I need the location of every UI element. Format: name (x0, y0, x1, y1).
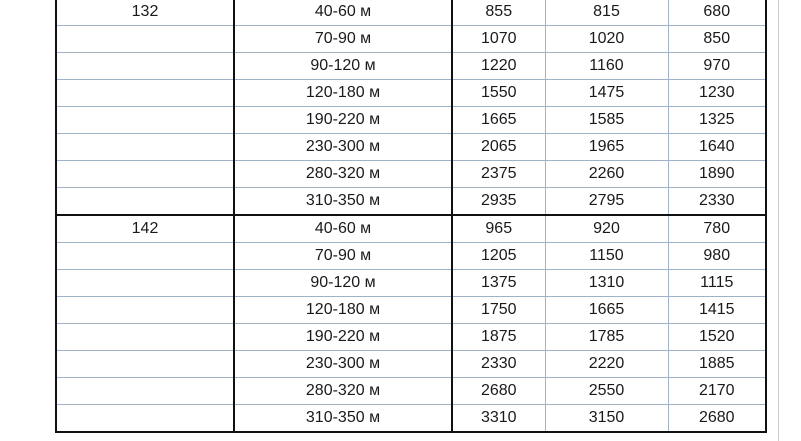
length-range-cell: 90-120 м (234, 53, 452, 80)
length-range-cell: 230-300 м (234, 134, 452, 161)
length-range-cell: 190-220 м (234, 324, 452, 351)
price-cell-2: 1585 (545, 107, 668, 134)
table-row (56, 80, 766, 107)
length-range-cell: 280-320 м (234, 378, 452, 405)
model-cell (56, 351, 234, 378)
price-cell-3: 1115 (668, 270, 766, 297)
price-cell-3: 780 (668, 215, 766, 243)
price-cell-1: 3310 (452, 405, 545, 433)
model-cell (56, 107, 234, 134)
price-cell-3: 850 (668, 26, 766, 53)
price-cell-1: 1665 (452, 107, 545, 134)
model-cell (56, 378, 234, 405)
model-cell (56, 243, 234, 270)
model-cell (56, 324, 234, 351)
table-row (56, 53, 766, 80)
price-cell-3: 1640 (668, 134, 766, 161)
table-row (56, 107, 766, 134)
model-cell (56, 80, 234, 107)
model-cell (56, 26, 234, 53)
price-cell-3: 1520 (668, 324, 766, 351)
model-cell (56, 134, 234, 161)
price-cell-2: 1020 (545, 26, 668, 53)
price-cell-1: 1070 (452, 26, 545, 53)
length-range-cell: 120-180 м (234, 80, 452, 107)
price-cell-1: 965 (452, 215, 545, 243)
price-cell-1: 855 (452, 0, 545, 26)
length-range-cell: 70-90 м (234, 26, 452, 53)
price-cell-2: 3150 (545, 405, 668, 433)
length-range-cell: 310-350 м (234, 405, 452, 433)
price-cell-1: 2680 (452, 378, 545, 405)
price-cell-1: 1550 (452, 80, 545, 107)
price-table-body (56, 0, 766, 432)
table-row (56, 405, 766, 433)
price-cell-2: 1150 (545, 243, 668, 270)
table-row (56, 297, 766, 324)
table-row (56, 215, 766, 243)
price-cell-1: 2935 (452, 188, 545, 216)
price-cell-2: 1475 (545, 80, 668, 107)
price-cell-3: 1415 (668, 297, 766, 324)
price-cell-1: 2330 (452, 351, 545, 378)
price-cell-3: 980 (668, 243, 766, 270)
table-row (56, 378, 766, 405)
price-cell-2: 2220 (545, 351, 668, 378)
length-range-cell: 280-320 м (234, 161, 452, 188)
price-cell-3: 1325 (668, 107, 766, 134)
model-cell (56, 53, 234, 80)
price-cell-3: 1230 (668, 80, 766, 107)
length-range-cell: 230-300 м (234, 351, 452, 378)
table-row (56, 188, 766, 216)
length-range-cell: 40-60 м (234, 0, 452, 26)
price-cell-1: 1750 (452, 297, 545, 324)
model-cell: 132 (56, 0, 234, 26)
table-row (56, 161, 766, 188)
price-cell-3: 2170 (668, 378, 766, 405)
length-range-cell: 190-220 м (234, 107, 452, 134)
price-cell-3: 1885 (668, 351, 766, 378)
price-cell-2: 1160 (545, 53, 668, 80)
table-row (56, 134, 766, 161)
length-range-cell: 310-350 м (234, 188, 452, 216)
price-cell-1: 1205 (452, 243, 545, 270)
price-cell-2: 1310 (545, 270, 668, 297)
model-cell (56, 270, 234, 297)
table-row (56, 0, 766, 26)
price-cell-3: 1890 (668, 161, 766, 188)
model-cell (56, 405, 234, 433)
price-cell-1: 1875 (452, 324, 545, 351)
price-cell-1: 1375 (452, 270, 545, 297)
model-cell (56, 297, 234, 324)
table-row (56, 243, 766, 270)
price-cell-2: 2550 (545, 378, 668, 405)
price-cell-2: 2260 (545, 161, 668, 188)
price-table (55, 0, 767, 433)
price-cell-3: 2330 (668, 188, 766, 216)
price-cell-3: 970 (668, 53, 766, 80)
model-cell: 142 (56, 215, 234, 243)
price-cell-2: 1785 (545, 324, 668, 351)
price-cell-2: 920 (545, 215, 668, 243)
price-cell-1: 1220 (452, 53, 545, 80)
model-cell (56, 188, 234, 216)
price-cell-1: 2065 (452, 134, 545, 161)
length-range-cell: 90-120 м (234, 270, 452, 297)
price-cell-3: 680 (668, 0, 766, 26)
model-cell (56, 161, 234, 188)
length-range-cell: 120-180 м (234, 297, 452, 324)
table-row (56, 351, 766, 378)
price-cell-1: 2375 (452, 161, 545, 188)
price-cell-2: 2795 (545, 188, 668, 216)
table-row (56, 270, 766, 297)
table-row (56, 26, 766, 53)
price-cell-2: 1665 (545, 297, 668, 324)
length-range-cell: 70-90 м (234, 243, 452, 270)
price-cell-2: 1965 (545, 134, 668, 161)
price-cell-2: 815 (545, 0, 668, 26)
table-row (56, 324, 766, 351)
length-range-cell: 40-60 м (234, 215, 452, 243)
page-edge-divider (778, 0, 779, 441)
price-cell-3: 2680 (668, 405, 766, 433)
